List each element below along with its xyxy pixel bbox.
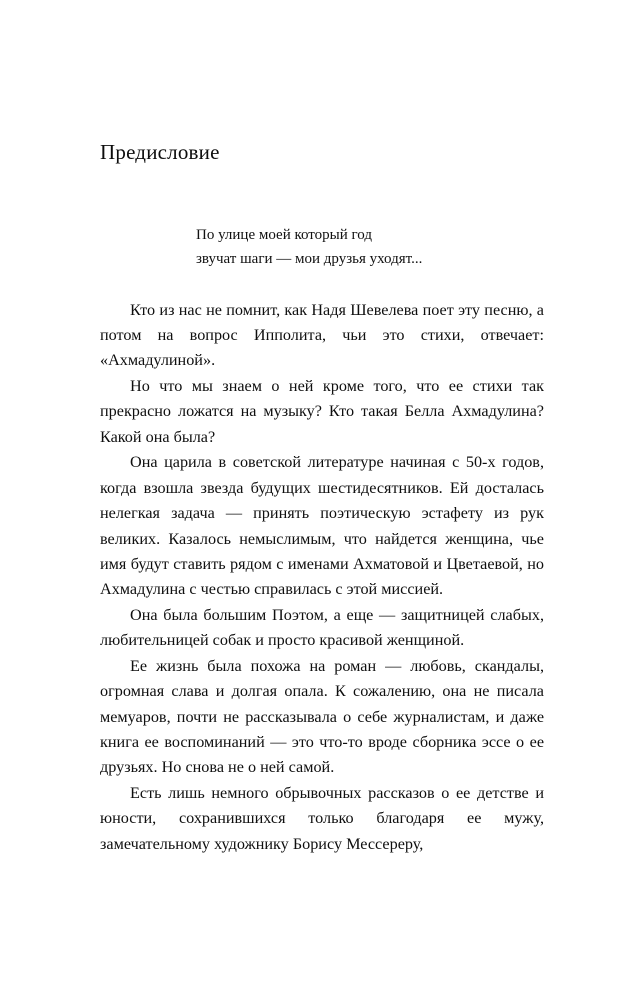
body-text (100, 298, 544, 858)
epigraph-line-1: По улице моей который год (196, 227, 373, 243)
epigraph (196, 223, 544, 272)
paragraph: Она была большим Поэтом, а еще — защитницей слабых, любительницей собак и просто красивой женщиной. (100, 605, 544, 650)
paragraph: Кто из нас не помнит, как Надя Шевелева поет эту песню, а потом на вопрос Ипполита, чьи это стихи, отвечает: «Ахмадулиной». (100, 300, 544, 370)
paragraph: Но что мы знаем о ней кроме того, что ее стихи так прекрасно ложатся на музыку? Кто такая Белла Ахмадулина? Какой она была? (100, 376, 544, 446)
paragraph: Она царила в советской литературе начиная с 50-х годов, когда взошла звезда будущих шестидесятников. Ей досталась нелегкая задача — принять поэтическую эстафету из рук великих. Казалось немыслимым, что найдется женщина, чье имя будут ставить рядом с именами Ахматовой и Цветаевой, но Ахмадулина с честью справилась с этой миссией. (100, 453, 544, 599)
paragraph: Есть лишь немного обрывочных рассказов о ее детстве и юности, сохранившихся только благодаря ее мужу, замечательному художнику Борису Мессереру, (100, 783, 544, 853)
paragraph: Ее жизнь была похожа на роман — любовь, скандалы, огромная слава и долгая опала. К сожалению, она не писала мемуаров, почти не рассказывала о себе журналистам, и даже книга ее воспоминаний — это что-то вроде сборника эссе о ее друзьях. Но снова не о ней самой. (100, 656, 544, 777)
page-title: Предисловие (100, 140, 220, 164)
epigraph-line-2: звучат шаги — мои друзья уходят... (196, 251, 423, 268)
